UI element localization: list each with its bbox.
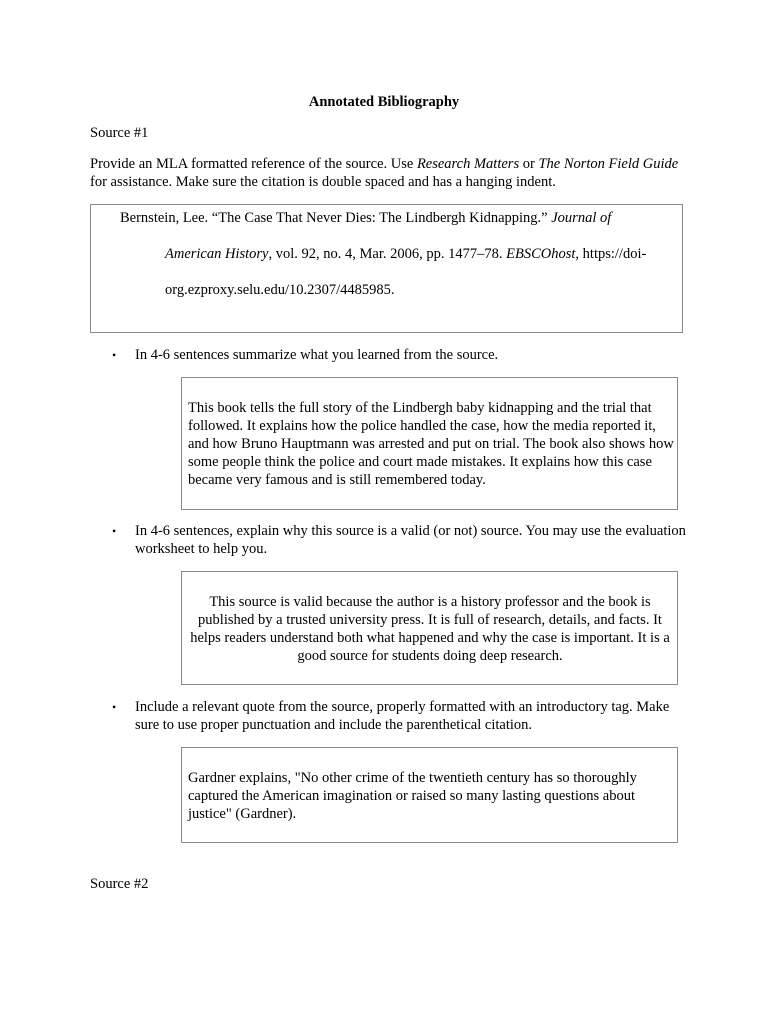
page-title: Annotated Bibliography (308, 94, 460, 110)
source2-heading: Source #2 (90, 876, 149, 892)
instr-or: or (519, 156, 539, 172)
instr-italic-norton: The Norton Field Guide (538, 156, 679, 172)
validity-answer-box[interactable] (181, 571, 678, 685)
citation-journal-italic: Journal of (551, 210, 612, 226)
validity-answer-text: This source is valid because the author is a history professor and the book is published by a trusted university press. It is full of research, details, and facts. It helps readers understand both what happened and why the case is important. It is a good source for students doing deep research. (190, 594, 670, 664)
citation-box[interactable] (90, 204, 683, 333)
bullet-marker: • (112, 348, 117, 362)
citation-doi-start: , https://doi- (575, 246, 647, 262)
summary-answer-box[interactable] (181, 377, 678, 510)
citation-instructions (90, 155, 680, 191)
quote-answer-text: Gardner explains, "No other crime of the twentieth century has so thoroughly captured the American imagination or raised so many lasting questions about justice" (Gardner). (188, 770, 637, 822)
citation-line-2 (165, 246, 646, 263)
bullet-marker: • (112, 524, 117, 538)
summary-prompt: In 4-6 sentences summarize what you learned from the source. (135, 347, 499, 363)
validity-prompt: In 4-6 sentences, explain why this source is a valid (or not) source. You may use the evaluation worksheet to help you. (135, 523, 686, 557)
summary-answer-text: This book tells the full story of the Lindbergh baby kidnapping and the trial that followed. It explains how the police handled the case, how the media reported it, and how Bruno Hauptmann was arrested and put on trial. The book also shows how some people think the police and court made mistakes. It explains how this case became very famous and is still remembered today. (188, 400, 674, 488)
instr-italic-research-matters: Research Matters (416, 156, 520, 172)
bullet-marker: • (112, 700, 117, 714)
quote-prompt: Include a relevant quote from the source, properly formatted with an introductory tag. Make sure to use proper punctuation and include the parenthetical citation. (135, 699, 670, 733)
citation-details: , vol. 92, no. 4, Mar. 2006, pp. 1477–78. (268, 246, 507, 262)
instr-text-a: Provide an MLA formatted reference of the source. Use (90, 156, 417, 172)
instr-text-b: for assistance. Make sure the citation is double spaced and has a hanging indent. (90, 174, 556, 190)
citation-text: Bernstein, Lee. “The Case That Never Dies: The Lindbergh Kidnapping.” (120, 210, 552, 226)
citation-line-3: org.ezproxy.selu.edu/10.2307/4485985. (165, 282, 395, 298)
quote-answer-box[interactable] (181, 747, 678, 843)
source1-heading: Source #1 (90, 125, 149, 141)
citation-journal-italic-2: American History (165, 246, 269, 262)
citation-database-italic: EBSCOhost (506, 246, 576, 262)
citation-line-1 (120, 210, 611, 227)
